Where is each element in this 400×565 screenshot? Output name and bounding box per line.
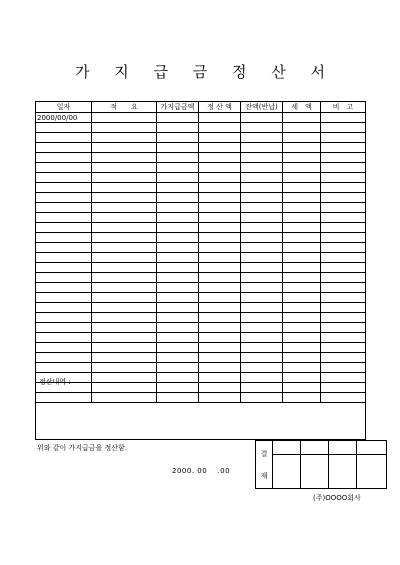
table-cell[interactable] [36,273,92,283]
table-cell[interactable] [241,133,283,143]
table-cell[interactable] [199,293,241,303]
table-cell[interactable] [241,323,283,333]
table-row [36,163,366,173]
table-cell[interactable] [241,253,283,263]
table-cell[interactable] [92,273,157,283]
table-cell[interactable] [241,343,283,353]
table-cell[interactable] [157,193,199,203]
table-cell[interactable] [92,263,157,273]
table-cell[interactable] [92,133,157,143]
table-row [36,143,366,153]
table-cell[interactable] [157,233,199,243]
table-row [36,263,366,273]
table-cell[interactable] [157,303,199,313]
table-row [36,173,366,183]
table-cell[interactable] [199,143,241,153]
approval-title-cell [329,441,357,455]
table-row [36,213,366,223]
table-cell[interactable] [283,253,321,263]
table-cell[interactable] [157,253,199,263]
table-cell[interactable] [157,223,199,233]
table-cell[interactable] [92,153,157,163]
table-cell[interactable] [283,353,321,363]
table-cell[interactable] [199,183,241,193]
table-row [36,153,366,163]
table-cell[interactable] [92,223,157,233]
table-cell[interactable] [157,123,199,133]
table-cell[interactable] [321,273,366,283]
table-cell[interactable] [283,193,321,203]
table-cell[interactable] [92,173,157,183]
table-cell[interactable] [283,223,321,233]
table-row [36,233,366,243]
table-cell[interactable] [321,343,366,353]
table-cell[interactable] [199,313,241,323]
table-cell[interactable] [241,233,283,243]
table-cell[interactable] [283,143,321,153]
header-date: 일자 [36,102,92,113]
table-cell[interactable] [321,133,366,143]
approval-signature-cell[interactable] [329,455,357,489]
table-cell[interactable] [92,203,157,213]
approval-title-cell [301,441,329,455]
table-cell[interactable] [92,303,157,313]
table-cell[interactable] [92,293,157,303]
table-cell[interactable] [199,263,241,273]
table-cell[interactable] [321,263,366,273]
table-cell[interactable] [36,223,92,233]
table-cell[interactable] [157,323,199,333]
table-cell[interactable] [283,283,321,293]
table-cell[interactable] [36,243,92,253]
table-cell[interactable] [321,313,366,323]
table-cell[interactable] [241,243,283,253]
table-cell[interactable] [199,353,241,363]
table-cell[interactable] [36,263,92,273]
table-cell[interactable] [92,343,157,353]
table-cell[interactable] [36,143,92,153]
table-cell[interactable] [283,163,321,173]
table-cell[interactable] [157,113,199,123]
table-cell[interactable] [92,333,157,343]
table-cell[interactable] [283,173,321,183]
table-cell[interactable] [283,203,321,213]
table-cell[interactable] [283,323,321,333]
table-row [36,303,366,313]
table-row [36,123,366,133]
table-cell[interactable] [321,233,366,243]
table-cell[interactable] [283,133,321,143]
table-cell[interactable] [241,293,283,303]
table-cell[interactable] [199,323,241,333]
table-cell[interactable] [241,283,283,293]
settlement-date: 2000. 00 .00 [172,467,231,475]
table-cell[interactable] [199,113,241,123]
table-cell[interactable] [241,333,283,343]
table-cell[interactable] [241,263,283,273]
table-cell[interactable] [283,343,321,353]
table-cell[interactable] [199,163,241,173]
document-title: 가 지 급 금 정 산 서 [74,63,336,81]
table-cell[interactable] [92,353,157,363]
table-cell[interactable] [157,313,199,323]
table-cell[interactable] [157,173,199,183]
table-cell[interactable] [241,203,283,213]
table-row [36,243,366,253]
header-balance: 잔액(반납) [241,102,283,113]
table-cell[interactable] [92,363,157,373]
table-cell[interactable] [157,343,199,353]
table-cell[interactable] [241,363,283,373]
table-cell[interactable] [241,183,283,193]
table-cell[interactable] [92,313,157,323]
settlement-statement: 위와 같이 가지급금을 정산함. [37,444,128,452]
table-cell[interactable] [92,193,157,203]
header-remarks: 비 고 [321,102,366,113]
table-row [36,283,366,293]
table-cell[interactable] [321,183,366,193]
table-cell[interactable] [321,153,366,163]
table-cell[interactable] [36,183,92,193]
table-cell[interactable] [36,153,92,163]
table-cell[interactable] [157,133,199,143]
table-cell[interactable] [199,153,241,163]
table-cell[interactable] [199,363,241,373]
table-cell[interactable] [199,133,241,143]
table-cell[interactable] [36,303,92,313]
table-cell[interactable] [36,363,92,373]
table-cell[interactable] [241,353,283,363]
table-cell[interactable] [199,333,241,343]
table-cell[interactable] [321,113,366,123]
table-cell[interactable] [241,223,283,233]
table-row [36,353,366,363]
table-row [36,203,366,213]
table-cell[interactable] [36,173,92,183]
table-cell[interactable] [241,303,283,313]
table-cell[interactable] [92,163,157,173]
table-cell[interactable] [321,283,366,293]
table-cell[interactable] [241,163,283,173]
table-cell[interactable] [241,173,283,183]
table-row [36,343,366,353]
table-cell[interactable] [321,353,366,363]
table-cell[interactable] [36,213,92,223]
table-cell[interactable] [283,273,321,283]
table-cell[interactable] [199,223,241,233]
table-cell[interactable] [92,113,157,123]
header-advance-amount: 가지급금액 [157,102,199,113]
table-cell[interactable] [321,243,366,253]
table-cell[interactable] [283,293,321,303]
table-cell[interactable] [321,323,366,333]
table-row [36,273,366,283]
table-cell[interactable] [321,203,366,213]
table-cell[interactable] [241,313,283,323]
table-cell[interactable] [36,253,92,263]
table-cell[interactable] [157,293,199,303]
table-cell[interactable] [157,143,199,153]
table-row [36,223,366,233]
table-cell[interactable] [157,333,199,343]
table-cell[interactable] [321,333,366,343]
table-cell[interactable] [157,363,199,373]
table-cell[interactable] [199,243,241,253]
table-cell[interactable] [92,183,157,193]
table-cell[interactable] [283,123,321,133]
table-cell[interactable] [321,253,366,263]
table-cell[interactable] [36,233,92,243]
company-name: (주)OOOO회사 [313,494,361,502]
date-cell[interactable]: 2000/00/00 [36,113,92,123]
table-cell[interactable] [92,233,157,243]
table-row [36,113,366,123]
table-row [36,253,366,263]
table-cell[interactable] [283,333,321,343]
settlement-details-box [35,372,366,440]
approval-label-bottom: 재 [260,471,268,480]
table-row [36,193,366,203]
table-cell[interactable] [157,283,199,293]
table-cell[interactable] [157,243,199,253]
table-row [36,323,366,333]
table-row [36,293,366,303]
table-cell[interactable] [283,183,321,193]
approval-title-cell [357,441,387,455]
table-cell[interactable] [321,193,366,203]
table-cell[interactable] [199,173,241,183]
table-cell[interactable] [241,273,283,283]
table-cell[interactable] [36,323,92,333]
table-cell[interactable] [36,353,92,363]
table-cell[interactable] [321,123,366,133]
table-cell[interactable] [199,283,241,293]
table-cell[interactable] [92,243,157,253]
header-description: 적 요 [92,102,157,113]
table-cell[interactable] [157,163,199,173]
table-cell[interactable] [92,213,157,223]
table-cell[interactable] [199,233,241,243]
table-cell[interactable] [92,123,157,133]
table-cell[interactable] [157,353,199,363]
table-row [36,363,366,373]
table-cell[interactable] [283,303,321,313]
settlement-table [35,101,366,403]
table-cell[interactable] [92,323,157,333]
table-cell[interactable] [241,213,283,223]
approval-signature-cell[interactable] [273,455,301,489]
table-header-row [36,102,366,113]
table-cell[interactable] [241,123,283,133]
table-row [36,183,366,193]
table-cell[interactable] [157,213,199,223]
table-cell[interactable] [36,283,92,293]
table-cell[interactable] [283,233,321,243]
table-cell[interactable] [283,263,321,273]
table-cell[interactable] [199,193,241,203]
table-cell[interactable] [321,173,366,183]
table-cell[interactable] [92,143,157,153]
table-cell[interactable] [321,163,366,173]
table-cell[interactable] [199,303,241,313]
table-cell[interactable] [36,343,92,353]
approval-signature-cell[interactable] [301,455,329,489]
table-cell[interactable] [283,153,321,163]
table-cell[interactable] [283,313,321,323]
table-row [36,333,366,343]
table-cell[interactable] [36,203,92,213]
table-cell[interactable] [36,133,92,143]
table-cell[interactable] [321,143,366,153]
settlement-details-label: 정산내역 : [39,378,71,386]
approval-label-cell [256,441,273,489]
table-cell[interactable] [199,273,241,283]
table-cell[interactable] [157,263,199,273]
table-cell[interactable] [36,293,92,303]
header-settled-amount: 정 산 액 [199,102,241,113]
header-tax: 세 액 [283,102,321,113]
table-cell[interactable] [157,153,199,163]
table-row [36,133,366,143]
table-cell[interactable] [36,333,92,343]
table-cell[interactable] [283,213,321,223]
table-cell[interactable] [199,123,241,133]
table-cell[interactable] [241,153,283,163]
table-cell[interactable] [36,313,92,323]
table-cell[interactable] [321,223,366,233]
table-cell[interactable] [199,253,241,263]
table-cell[interactable] [283,243,321,253]
table-cell[interactable] [321,293,366,303]
table-cell[interactable] [157,183,199,193]
approval-label-top: 결 [260,449,268,458]
table-cell[interactable] [157,203,199,213]
table-body [36,113,366,403]
table-cell[interactable] [241,193,283,203]
approval-title-cell [273,441,301,455]
table-cell[interactable] [36,123,92,133]
table-cell[interactable] [199,213,241,223]
table-cell[interactable] [321,213,366,223]
table-cell[interactable] [157,273,199,283]
table-row [36,313,366,323]
table-cell[interactable] [321,363,366,373]
table-cell[interactable] [199,343,241,353]
table-cell[interactable] [321,303,366,313]
table-cell[interactable] [283,113,321,123]
approval-box [255,440,387,489]
table-cell[interactable] [241,113,283,123]
table-cell[interactable] [92,283,157,293]
table-cell[interactable] [283,363,321,373]
table-cell[interactable] [36,163,92,173]
table-cell[interactable] [36,193,92,203]
table-cell[interactable] [199,203,241,213]
table-cell[interactable] [92,253,157,263]
table-cell[interactable] [241,143,283,153]
approval-signature-cell[interactable] [357,455,387,489]
